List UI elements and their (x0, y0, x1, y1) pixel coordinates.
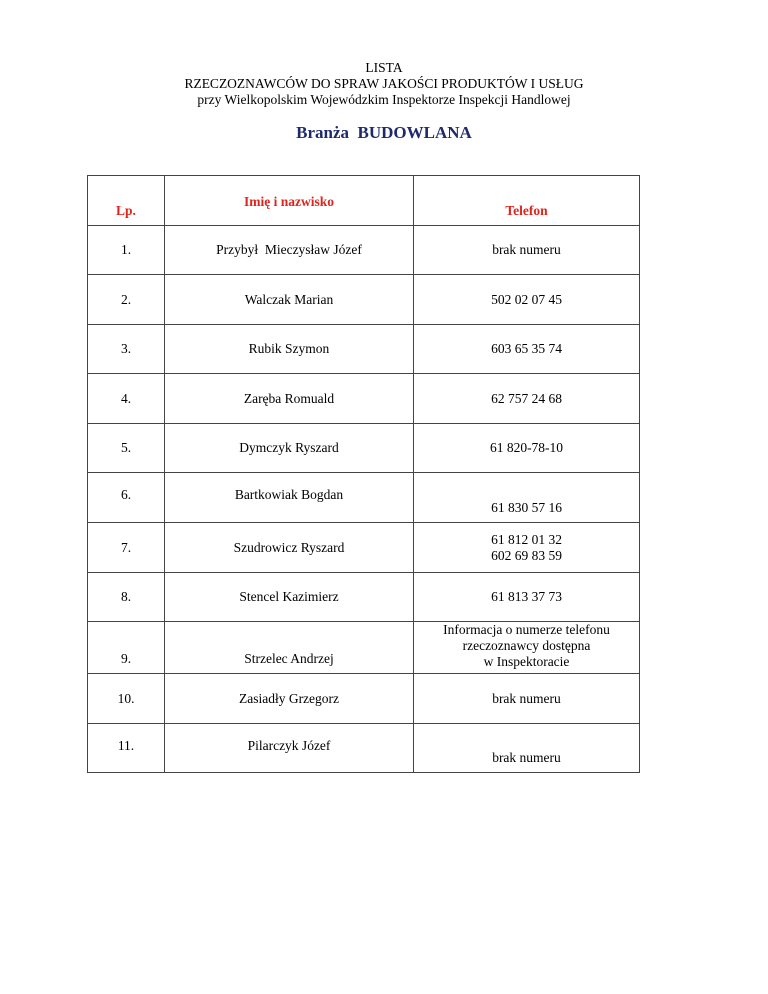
expert-name: Strzelec Andrzej (165, 622, 414, 674)
row-number: 5. (88, 424, 165, 473)
table-row (88, 724, 640, 773)
table-row (88, 226, 640, 275)
expert-phone (414, 275, 640, 325)
expert-phone (414, 226, 640, 275)
row-number: 11. (88, 724, 165, 773)
header-institution: przy Wielkopolskim Wojewódzkim Inspektorze Inspekcji Handlowej (197, 92, 571, 107)
phone-line: 61 813 37 73 (491, 589, 562, 604)
phone-line: brak numeru (492, 242, 561, 257)
expert-name: Zaręba Romuald (165, 374, 414, 424)
column-header-phone: Telefon (414, 176, 640, 226)
expert-name: Rubik Szymon (165, 325, 414, 374)
expert-name: Walczak Marian (165, 275, 414, 325)
expert-phone (414, 724, 640, 773)
row-number: 1. (88, 226, 165, 275)
phone-line: Informacja o numerze telefonu (443, 622, 610, 637)
document-header (0, 60, 768, 108)
table-row (88, 374, 640, 424)
phone-line: rzeczoznawcy dostępna (462, 638, 591, 653)
experts-table (87, 175, 640, 773)
table-row (88, 674, 640, 724)
expert-name: Przybył Mieczysław Józef (165, 226, 414, 275)
phone-line: 61 820-78-10 (489, 440, 564, 455)
expert-phone (414, 473, 640, 523)
expert-phone (414, 374, 640, 424)
expert-name: Zasiadły Grzegorz (165, 674, 414, 724)
phone-line: brak numeru (492, 750, 561, 765)
table-row (88, 573, 640, 622)
table-row (88, 523, 640, 573)
row-number: 8. (88, 573, 165, 622)
table-row (88, 473, 640, 523)
header-subtitle: RZECZOZNAWCÓW DO SPRAW JAKOŚCI PRODUKTÓW I USŁUG (184, 76, 584, 91)
table-body (88, 226, 640, 773)
table-row (88, 325, 640, 374)
row-number: 9. (88, 622, 165, 674)
expert-phone (414, 573, 640, 622)
expert-name: Dymczyk Ryszard (165, 424, 414, 473)
phone-line: w Inspektoracie (483, 654, 570, 669)
header-title: LISTA (365, 60, 403, 75)
column-header-lp: Lp. (88, 176, 165, 226)
expert-phone (414, 674, 640, 724)
phone-line: 502 02 07 45 (491, 291, 562, 307)
expert-name: Bartkowiak Bogdan (165, 473, 414, 523)
row-number: 4. (88, 374, 165, 424)
phone-line: 61 830 57 16 (491, 500, 562, 515)
table-header-row (88, 176, 640, 226)
column-header-name: Imię i nazwisko (165, 176, 414, 226)
row-number: 7. (88, 523, 165, 573)
phone-line: 603 65 35 74 (491, 341, 562, 356)
table-row (88, 275, 640, 325)
phone-line: brak numeru (492, 690, 561, 706)
table-row (88, 622, 640, 674)
branch-title: Branża BUDOWLANA (296, 123, 472, 142)
phone-line: 602 69 83 59 (491, 547, 562, 563)
phone-line: 62 757 24 68 (491, 390, 562, 406)
expert-phone (414, 325, 640, 374)
expert-name: Szudrowicz Ryszard (165, 523, 414, 573)
row-number: 3. (88, 325, 165, 374)
expert-phone (414, 622, 640, 674)
expert-name: Pilarczyk Józef (165, 724, 414, 773)
expert-name: Stencel Kazimierz (165, 573, 414, 622)
row-number: 10. (88, 674, 165, 724)
phone-line: 61 812 01 32 (491, 531, 562, 547)
row-number: 6. (88, 473, 165, 523)
expert-phone (414, 523, 640, 573)
table-row (88, 424, 640, 473)
expert-phone (414, 424, 640, 473)
row-number: 2. (88, 275, 165, 325)
